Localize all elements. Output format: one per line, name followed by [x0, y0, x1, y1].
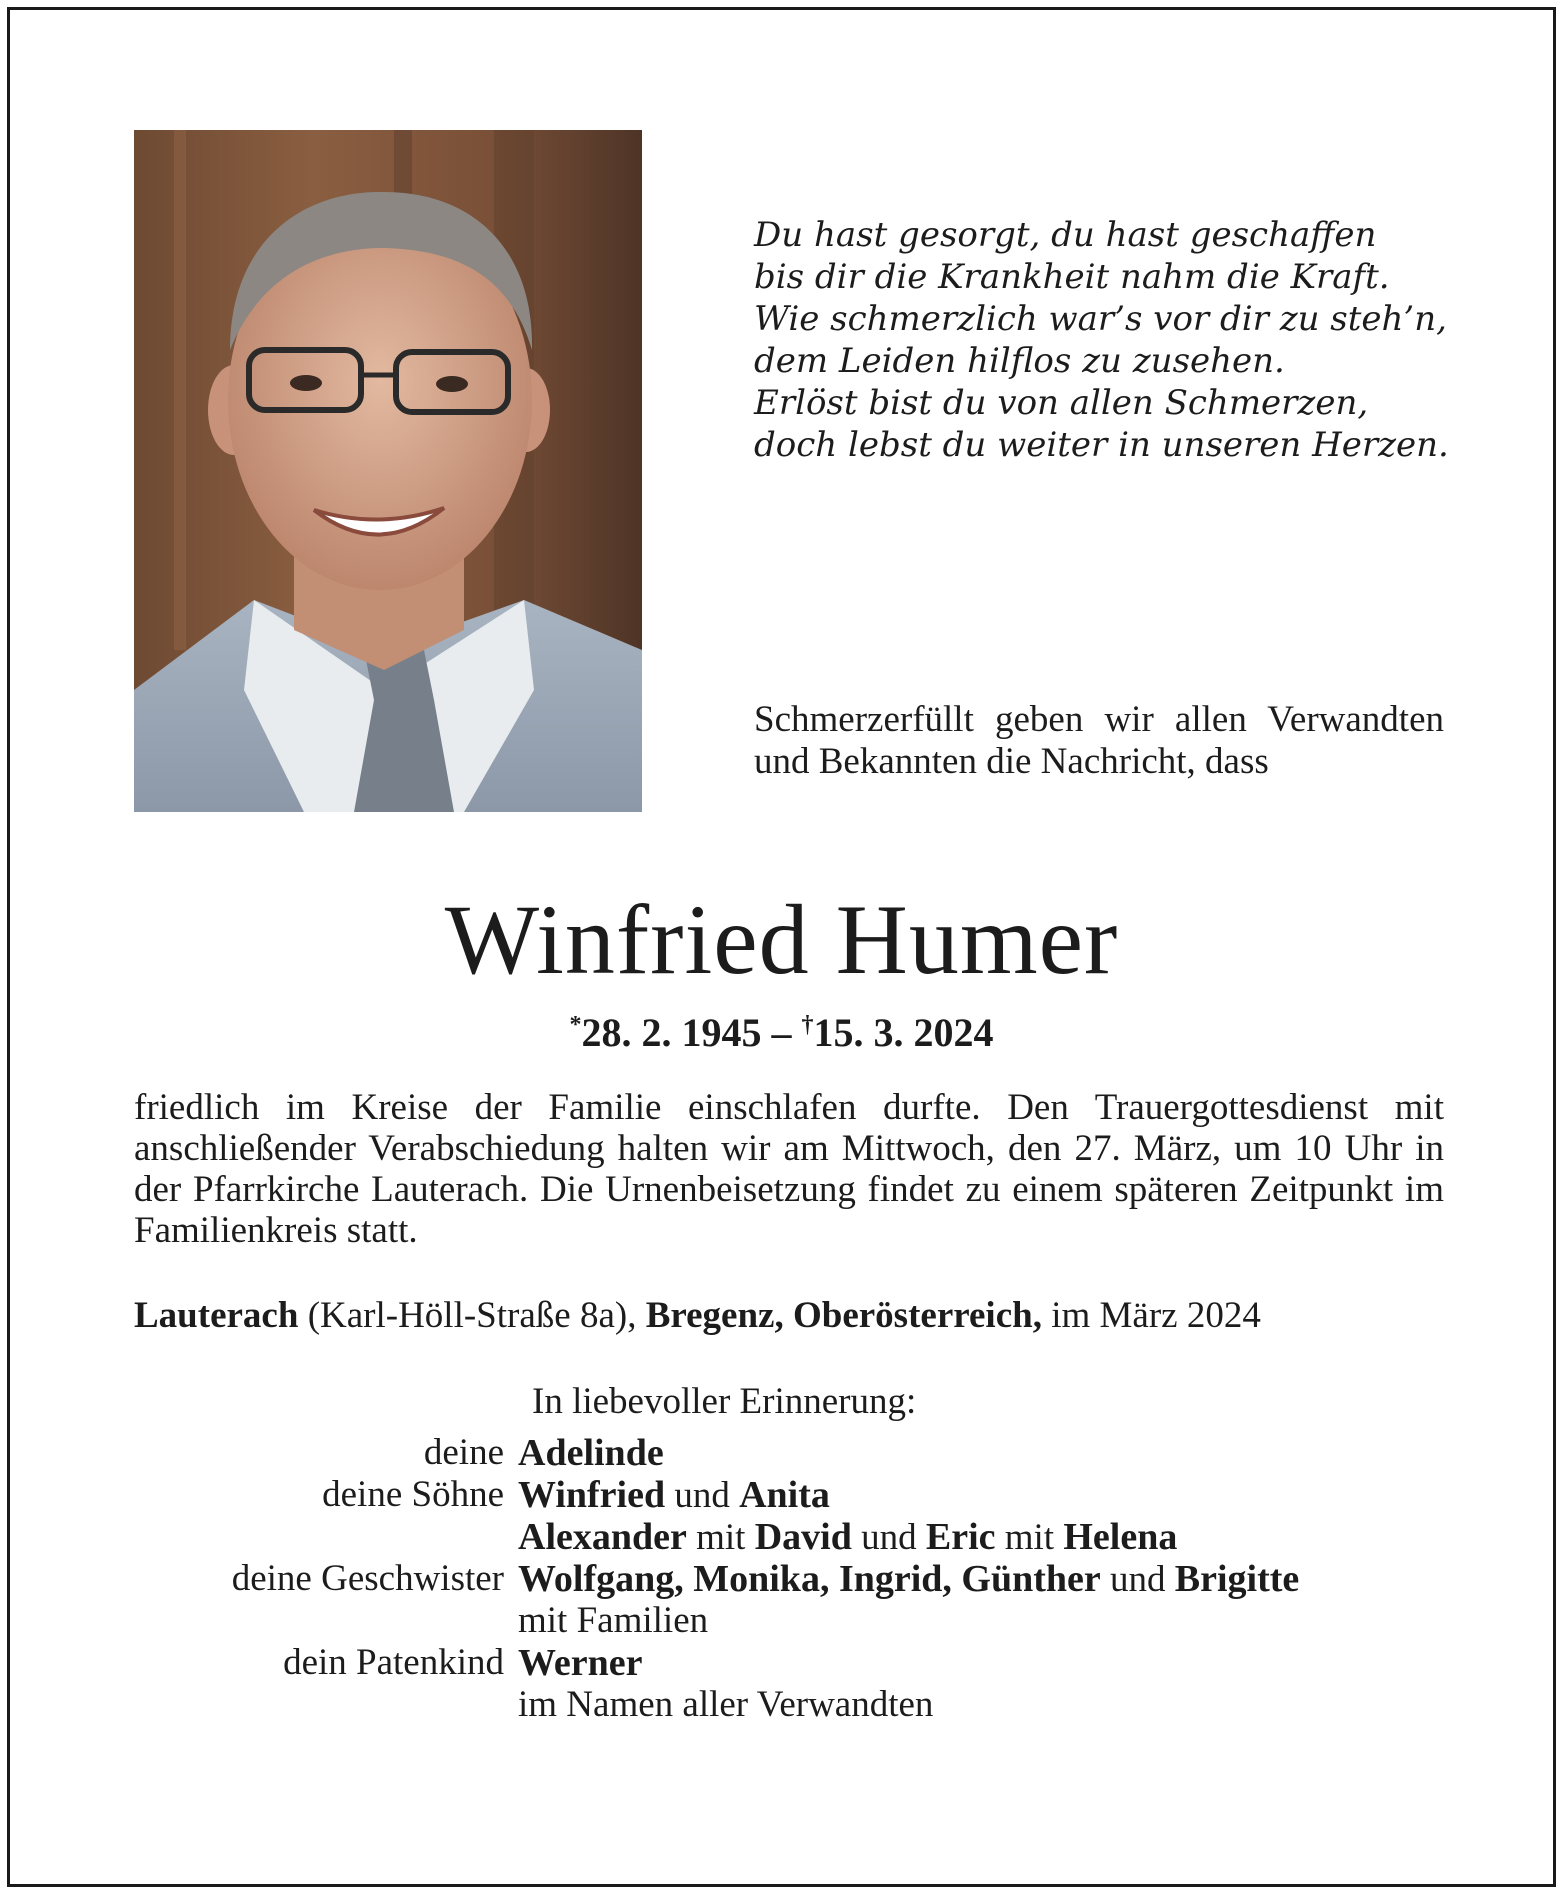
- poem-line: Du hast gesorgt, du hast geschaffen: [754, 215, 1377, 255]
- portrait-photo: [134, 130, 642, 812]
- intro-text: Schmerzerfüllt geben wir allen Verwandten und Bekannten die Nachricht, dass: [754, 699, 1444, 782]
- poem: [754, 214, 1484, 466]
- life-dates: [10, 1000, 1553, 1058]
- poem-line: doch lebst du weiter in unseren Herzen.: [754, 425, 1449, 465]
- family-row: [160, 1432, 1460, 1474]
- family-name: David: [754, 1516, 852, 1558]
- family-row: [160, 1684, 1460, 1726]
- poem-line: Erlöst bist du von allen Schmerzen,: [754, 383, 1369, 423]
- family-list: [160, 1432, 1460, 1726]
- connector: und: [665, 1475, 740, 1516]
- family-name: Wolfgang, Monika, Ingrid, Günther: [518, 1558, 1101, 1600]
- connector: mit: [995, 1517, 1064, 1558]
- relation-label: deine Geschwister: [231, 1558, 504, 1599]
- portrait-icon: [134, 130, 642, 812]
- family-name: Anita: [739, 1474, 830, 1516]
- body-text: friedlich im Kreise der Familie einschlafen durfte. Den Trauergottesdienst mit anschließender Verabschiedung halten wir am Mittwoch, den 27. März, um 10 Uhr in der Pfarrkirche Lauterach. Die Urnenbeisetzung findet zu einem späteren Zeitpunkt im Familienkreis statt.: [134, 1087, 1444, 1251]
- family-name: Brigitte: [1174, 1558, 1300, 1600]
- family-note: mit Familien: [518, 1600, 709, 1641]
- family-row: [160, 1474, 1460, 1516]
- family-note: im Namen aller Verwandten: [518, 1684, 934, 1725]
- death-date: 15. 3. 2024: [813, 1010, 994, 1055]
- place-city: Lauterach: [134, 1295, 299, 1336]
- birth-date: 28. 2. 1945: [581, 1010, 762, 1055]
- place-date: im März 2024: [1041, 1295, 1261, 1336]
- birth-symbol: *: [569, 1012, 582, 1038]
- poem-line: bis dir die Krankheit nahm die Kraft.: [754, 257, 1390, 297]
- connector: und: [851, 1517, 926, 1558]
- poem-line: dem Leiden hilflos zu zusehen.: [754, 341, 1285, 381]
- poem-line: Wie schmerzlich war’s vor dir zu steh’n,: [754, 299, 1447, 339]
- family-row: [160, 1516, 1460, 1558]
- relation-label: deine: [423, 1432, 504, 1473]
- place-address: (Karl-Höll-Straße 8a),: [298, 1295, 646, 1336]
- family-name: Adelinde: [518, 1432, 664, 1474]
- relation-label: deine Söhne: [322, 1474, 504, 1515]
- memory-heading: In liebevoller Erinnerung:: [532, 1381, 917, 1422]
- family-name: Winfried: [518, 1474, 666, 1516]
- place-other: Bregenz, Oberösterreich,: [645, 1295, 1042, 1336]
- place-date-line: [134, 1294, 1444, 1338]
- family-name: Eric: [925, 1516, 996, 1558]
- family-name: Werner: [518, 1642, 643, 1684]
- family-name: Alexander: [518, 1516, 687, 1558]
- death-symbol: †: [801, 1012, 814, 1038]
- family-row: [160, 1642, 1460, 1684]
- connector: und: [1100, 1559, 1175, 1600]
- relation-label: dein Patenkind: [283, 1642, 504, 1683]
- date-separator: –: [761, 1010, 802, 1055]
- obituary-notice: [7, 7, 1556, 1887]
- family-row: [160, 1558, 1460, 1600]
- deceased-name: Winfried Humer: [444, 884, 1119, 995]
- connector: mit: [686, 1517, 755, 1558]
- family-name: Helena: [1063, 1516, 1178, 1558]
- family-row: [160, 1600, 1460, 1642]
